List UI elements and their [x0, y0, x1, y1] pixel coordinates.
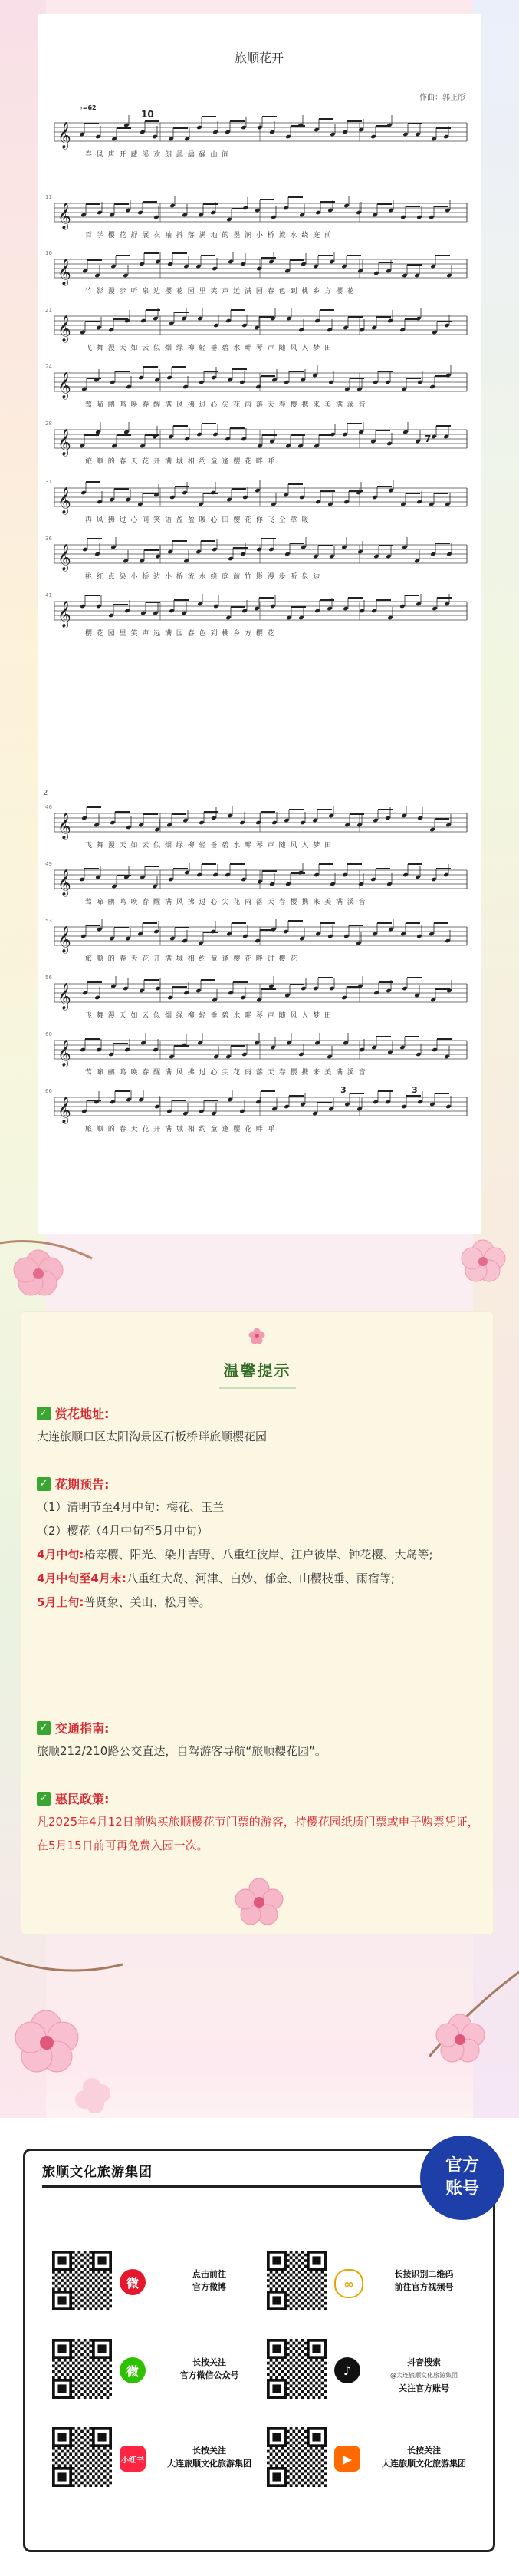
score-staves: [38, 14, 481, 1234]
lyric-line: 百 学 樱 花 舒 展 衣 袖 抖 落 满 地 的 墨 润 小 桥 流 水 绕 庭 前: [85, 232, 333, 239]
score-title: 旅顺花开: [234, 51, 284, 65]
xiaohongshu-qr-code[interactable]: [52, 2427, 112, 2487]
channels-text: [366, 2268, 481, 2294]
official-accounts-panel: [23, 2149, 495, 2552]
kuaishou-text: [366, 2444, 481, 2470]
staff-system: [38, 422, 481, 460]
svg-text:𝄞: 𝄞: [57, 429, 71, 456]
bloom-early-may: [37, 1591, 481, 1615]
policy-heading: 惠民政策:: [55, 1792, 110, 1806]
svg-text:𝄞: 𝄞: [57, 372, 71, 399]
measure-number: 24: [45, 364, 52, 370]
douyin-line-1: 抖音搜索: [407, 2357, 441, 2367]
score-page-number: 2: [43, 789, 48, 797]
staff-system: [38, 252, 481, 290]
measure-number: 31: [45, 479, 52, 485]
wechat-line-1: 长按关注: [192, 2357, 226, 2367]
check-icon: ✓: [37, 1792, 51, 1806]
svg-text:𝄞: 𝄞: [57, 487, 71, 514]
svg-text:𝄞: 𝄞: [57, 983, 71, 1010]
svg-text:𝄞: 𝄞: [57, 203, 71, 229]
measure-number: 21: [45, 307, 52, 313]
channels-line-1: 长按识别二维码: [394, 2269, 454, 2279]
lyric-line: 莺 啼 鹂 鸣 唤 春 醒 满 风 拂 过 心 尖 花 雨 落 天 春 樱 携 来 美 满 溪 音: [85, 899, 367, 906]
check-icon: ✓: [37, 1407, 51, 1420]
bloom-line-1: （1）清明节至4月中旬：梅花、玉兰: [37, 1500, 225, 1514]
lyric-line: 飞 舞 漫 天 如 云 似 烟 绿 柳 轻 垂 碧 水 畔 琴 声 随 风 入 梦 田: [85, 1012, 333, 1020]
staff-system: [38, 863, 481, 901]
xiaohongshu-text: [152, 2444, 267, 2470]
staff-system: [38, 919, 481, 958]
svg-text:𝄞: 𝄞: [57, 869, 71, 896]
staff-system: [38, 594, 481, 632]
staff-system: [38, 196, 481, 234]
douyin-text: [366, 2356, 481, 2395]
channels-icon: ∞: [334, 2269, 363, 2298]
kuaishou-qr-code[interactable]: [267, 2427, 327, 2487]
mid-april-label: 4月中旬:: [37, 1548, 84, 1562]
measure-number: 53: [45, 918, 52, 924]
weibo-line-2: 官方微博: [192, 2282, 226, 2292]
bloom-heading: 花期预告:: [55, 1477, 110, 1492]
xiaohongshu-account[interactable]: [52, 2427, 274, 2496]
score-composer: 作曲：郭正彤: [419, 94, 465, 102]
svg-text:𝄞: 𝄞: [57, 926, 71, 953]
weibo-icon: 微: [120, 2269, 146, 2295]
kuaishou-account[interactable]: [267, 2427, 489, 2496]
staff-system: [38, 365, 481, 404]
traffic-text: 旅顺212/210路公交直达，自驾游客导航“旅顺樱花园”。: [37, 1744, 327, 1758]
late-april-label: 4月中旬至4月末:: [37, 1572, 126, 1585]
mid-april-text: 椿寒樱、阳光、染井吉野、八重红彼岸、江户彼岸、钟花樱、大岛等;: [84, 1548, 433, 1562]
wechat-account[interactable]: [52, 2339, 274, 2408]
lyric-line: 桃 红 点 染 小 桥 边 小 桥 流 水 绕 庭 前 竹 影 漫 步 听 泉 边: [85, 573, 321, 581]
cherry-blossom-center: [228, 1876, 290, 1930]
weibo-account[interactable]: [52, 2251, 274, 2320]
staff-system: [38, 1033, 481, 1071]
measure-number: 36: [45, 536, 52, 542]
measure-number: 11: [45, 194, 52, 200]
channels-line-2: 前往官方视频号: [394, 2282, 454, 2292]
multimeasure-rest-count: 7: [425, 434, 432, 444]
staff-system: [38, 1090, 481, 1128]
lyric-line: 莺 啼 鹂 鸣 唤 春 醒 满 风 拂 过 心 尖 花 雨 落 天 春 樱 携 来 美 满 溪 音: [85, 401, 367, 409]
xiaohongshu-icon: 小红书: [120, 2446, 146, 2472]
xiaohongshu-line-1: 长按关注: [192, 2446, 226, 2456]
channels-account[interactable]: [267, 2251, 489, 2320]
kuaishou-line-1: 长按关注: [407, 2446, 441, 2456]
svg-text:𝄞: 𝄞: [57, 544, 71, 571]
address-text: 大连旅顺口区太阳沟景区石板桥畔旅顺樱花园: [37, 1430, 268, 1443]
early-may-label: 5月上旬:: [37, 1595, 84, 1609]
notice-title: 温馨提示: [223, 1361, 291, 1380]
douyin-account[interactable]: [267, 2339, 489, 2408]
staff-system: [38, 308, 481, 347]
svg-text:𝄞: 𝄞: [57, 315, 71, 342]
kuaishou-line-2: 大连旅顺文化旅游集团: [382, 2459, 466, 2469]
measure-number: 16: [45, 250, 52, 256]
staff-system: [38, 976, 481, 1014]
svg-text:𝄞: 𝄞: [57, 601, 71, 628]
douyin-line-2: 关注官方账号: [399, 2383, 449, 2393]
notice-panel: [21, 1312, 493, 1934]
svg-text:𝄞: 𝄞: [57, 259, 71, 285]
svg-text:𝄞: 𝄞: [57, 1097, 71, 1123]
svg-text:𝄞: 𝄞: [57, 122, 71, 149]
staff-system: [38, 115, 481, 153]
late-april-text: 八重红大岛、河津、白妙、郁金、山樱枝垂、雨宿等;: [126, 1572, 395, 1585]
address-heading: 赏花地址:: [55, 1407, 110, 1421]
lyric-line: 飞 舞 漫 天 如 云 似 烟 绿 柳 轻 垂 碧 水 畔 琴 声 随 风 入 梦 田: [85, 842, 333, 849]
staff-system: [38, 537, 481, 576]
measure-number: 56: [45, 975, 52, 981]
measure-number: 49: [45, 861, 52, 867]
wechat-line-2: 官方微信公众号: [179, 2370, 239, 2380]
lyric-line: 再 风 拂 过 心 间 笑 语 盈 盈 暖 心 田 樱 花 你 飞 仝 章 暖: [85, 516, 310, 524]
bloom-section: [37, 1475, 481, 1615]
cherry-blossom-left: [0, 1228, 107, 1312]
lyric-line: 旅 顺 的 春 天 花 开 满 城 相 约 童 逢 樱 花 畔 讨 樱 花: [85, 955, 298, 963]
multimeasure-rest-count: 3: [412, 1085, 418, 1095]
address-section: [37, 1404, 481, 1449]
svg-text:𝄞: 𝄞: [57, 813, 71, 839]
wechat-text: [152, 2356, 267, 2382]
footer-title-underline: [42, 2185, 425, 2188]
check-icon: ✓: [37, 1477, 51, 1491]
official-account-badge: [420, 2136, 504, 2220]
bloom-line-2: （2）樱花（4月中旬至5月中旬）: [37, 1524, 209, 1538]
sheet-music-page: [38, 14, 481, 1234]
measure-number: 41: [45, 592, 52, 599]
footer-title: 旅顺文化旅游集团: [42, 2165, 153, 2180]
measure-number: 28: [45, 421, 52, 427]
traffic-section: [37, 1719, 481, 1763]
douyin-handle: @大连旅顺文化旅游集团: [390, 2372, 458, 2379]
weibo-line-1: 点击前往: [192, 2269, 226, 2279]
staff-system: [38, 480, 481, 519]
lyric-line: 飞 舞 漫 天 如 云 似 烟 绿 柳 轻 垂 碧 水 畔 琴 声 随 风 入 梦 田: [85, 345, 333, 352]
douyin-code[interactable]: [267, 2339, 327, 2399]
cherry-blossom-branch-left: [0, 1934, 130, 2118]
tempo-mark: ♭=62: [80, 104, 97, 111]
xiaohongshu-line-2: 大连旅顺文化旅游集团: [167, 2459, 251, 2469]
badge-line-1: 官方: [445, 2156, 479, 2175]
channels-qr-code[interactable]: [267, 2251, 327, 2310]
lyric-line: 旅 顺 的 春 天 花 开 满 城 相 约 童 逢 樱 花 畔 呼: [85, 458, 276, 466]
policy-text: 凡2025年4月12日前购买旅顺樱花节门票的游客，持樱花园纸质门票或电子购票凭证，在5月15日前可再免费入园一次。: [37, 1815, 479, 1852]
flower-icon: [248, 1328, 265, 1344]
cherry-blossom-right: [452, 1197, 519, 1312]
lyric-line: 莺 啼 鹂 鸣 唤 春 醒 满 风 拂 过 心 尖 花 雨 落 天 春 樱 携 来 美 满 溪 音: [85, 1069, 367, 1077]
notice-title-divider: [219, 1387, 296, 1389]
weibo-text: [152, 2268, 267, 2294]
multimeasure-rest-count: 10: [141, 109, 154, 120]
weibo-qr-code[interactable]: [52, 2251, 112, 2310]
traffic-heading: 交通指南:: [55, 1721, 110, 1736]
badge-line-2: 账号: [445, 2179, 479, 2198]
measure-number: 60: [45, 1031, 52, 1037]
lyric-line: 旅 顺 的 春 天 花 开 满 城 相 约 童 逢 樱 花 畔 呼: [85, 1126, 276, 1133]
lyric-line: 竹 影 漫 步 听 泉 边 樱 花 园 里 笑 声 远 满 园 春 色 到 桃 乡 方 樱 花: [85, 288, 356, 295]
wechat-icon: 微: [120, 2357, 146, 2383]
staff-system: [38, 806, 481, 844]
cherry-blossom-branch-right: [399, 1964, 519, 2118]
bloom-mid-april: [37, 1543, 481, 1567]
multimeasure-rest-count: 3: [340, 1085, 347, 1095]
svg-text:𝄞: 𝄞: [57, 1040, 71, 1067]
wechat-qr-code[interactable]: [52, 2339, 112, 2399]
lyric-line: 春 风 唐 开 藏 溪 欢 朗 骉 骉 碌 山 间: [85, 151, 230, 159]
kuaishou-icon: ▶: [334, 2446, 360, 2472]
measure-number: 66: [45, 1088, 52, 1094]
check-icon: ✓: [37, 1721, 51, 1735]
douyin-icon: ♪: [334, 2357, 360, 2383]
bloom-late-april: [37, 1567, 481, 1591]
policy-section: [37, 1789, 481, 1858]
lyric-line: 樱 花 园 里 笑 声 远 满 园 春 色 到 桃 乡 方 樱 花: [85, 630, 276, 638]
measure-number: 46: [45, 804, 52, 810]
early-may-text: 普贤象、关山、松月等。: [84, 1595, 211, 1609]
